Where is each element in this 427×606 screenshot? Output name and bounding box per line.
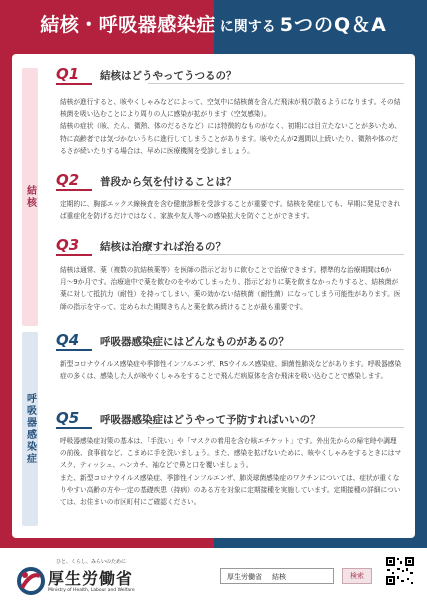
q2-question: 普段から気を付けることは？: [100, 175, 237, 188]
q1-number: Q1: [56, 65, 92, 85]
q3-question: 結核は治療すれば治るの？: [100, 240, 226, 253]
q3-divider: [148, 254, 404, 255]
q4-answer-p1: 新型コロナウイルス感染症や季節性インフルエンザ、RSウイルス感染症、細菌性肺炎などがあります。呼吸器感染症の多くは、感染した人が咳やくしゃみをすることで飛んだ病原体を含む飛沫を吸い込むことで感染します。: [60, 360, 402, 381]
q4-answer: [60, 358, 402, 382]
logo-org-english: Ministry of Health, Labour and Welfare: [48, 588, 135, 593]
title-middle: に関する: [219, 19, 276, 35]
mhlw-emblem-icon: [16, 566, 46, 596]
logo-org-name: 厚生労働省: [48, 569, 134, 588]
q2-answer: [60, 198, 402, 222]
page-title: [0, 10, 427, 37]
q4-divider: [148, 349, 404, 350]
q1-heading: [56, 66, 404, 84]
q1-answer: [60, 96, 402, 157]
q1-answer-p2: 結核の症状（咳、たん、微熱、体のだるさなど）には特徴的なものがなく、初期には目立たないことが多いため、特に高齢者では気づかないうちに進行してしまうことがあります。咳やたんが2週間以上続いたり、微熱や体のだるさが続いたりする場合は、早めに医療機関を受診しましょう。: [60, 122, 402, 155]
q4-number: Q4: [56, 331, 92, 351]
q2-number: Q2: [56, 171, 92, 191]
q5-heading: [56, 410, 404, 428]
q5-question: 呼吸器感染症はどうやって予防すればいいの？: [100, 413, 321, 426]
section-label-tuberculosis: 結核: [22, 68, 38, 326]
q2-divider: [148, 189, 404, 190]
search-term-2: 結核: [272, 573, 286, 581]
search-button[interactable]: 検索: [342, 568, 372, 584]
q5-divider: [148, 427, 404, 428]
search-term-1: 厚生労働省: [227, 573, 262, 581]
q5-answer: [60, 435, 402, 508]
q4-heading: [56, 332, 404, 350]
q3-heading: [56, 237, 404, 255]
q5-answer-p2: また、新型コロナウイルス感染症、季節性インフルエンザ、肺炎球菌感染症のワクチンについては、症状が重くなりやすい高齢の方や一定の基礎疾患（持病）のある方を対象に定期接種を実施しています。定期接種の詳細については、お住まいの市区町村にご確認ください。: [60, 473, 401, 507]
q2-heading: [56, 172, 404, 190]
q1-question: 結核はどうやってうつるの？: [100, 69, 237, 82]
q3-number: Q3: [56, 236, 92, 256]
q3-answer-p1: 結核は通常、薬（複数の抗結核薬等）を医師の指示どおりに飲むことで治療できます。標準的な治療期間は6か月〜9か月です。治療途中で薬を飲むのをやめてしまったり、指示どおりに薬を飲まなかったりすると、結核菌が薬に対して抵抗力（耐性）を持ってしまい、薬の効かない結核菌（耐性菌）になってしまう可能性があります。医師の指示を守って、定められた期間きちんと薬を飲み続けることが最も重要です。: [60, 266, 401, 311]
title-tail: 5つのQ＆A: [279, 14, 387, 36]
q5-answer-p1: 呼吸器感染症対策の基本は、「手洗い」や「マスクの着用を含む咳エチケット」です。外出先からの帰宅時や調理の前後、食事前など、こまめに手を洗いましょう。また、感染を拡げないために、咳やくしゃみをするときにはマスク、ティッシュ、ハンカチ、袖などで鼻と口を覆いましょう。: [60, 437, 402, 470]
qr-code-icon[interactable]: [385, 556, 415, 586]
mhlw-logo[interactable]: [16, 558, 136, 598]
q1-divider: [148, 83, 404, 84]
q3-answer: [60, 264, 402, 313]
q4-question: 呼吸器感染症にはどんなものがあるの？: [100, 335, 289, 348]
section-label-respiratory: 呼吸器感染症: [22, 332, 38, 526]
title-main: 結核・呼吸器感染症: [40, 14, 216, 36]
search-input[interactable]: [220, 568, 334, 584]
logo-tagline: ひと、くらし、みらいのために: [56, 559, 127, 565]
q1-answer-p1: 結核が進行すると、咳やくしゃみなどによって、空気中に結核菌を含んだ飛沫が飛び散るようになります。その結核菌を吸い込むことにより周りの人に感染が拡がります（空気感染）。: [60, 98, 401, 119]
q2-answer-p1: 定期的に、胸部エックス線検査を含む健康診断を受診することが重要です。結核を発症しても、早期に発見できれば重症化を防げるだけではなく、家族や友人等への感染拡大を防ぐことができます。: [60, 200, 401, 221]
q5-number: Q5: [56, 409, 92, 429]
